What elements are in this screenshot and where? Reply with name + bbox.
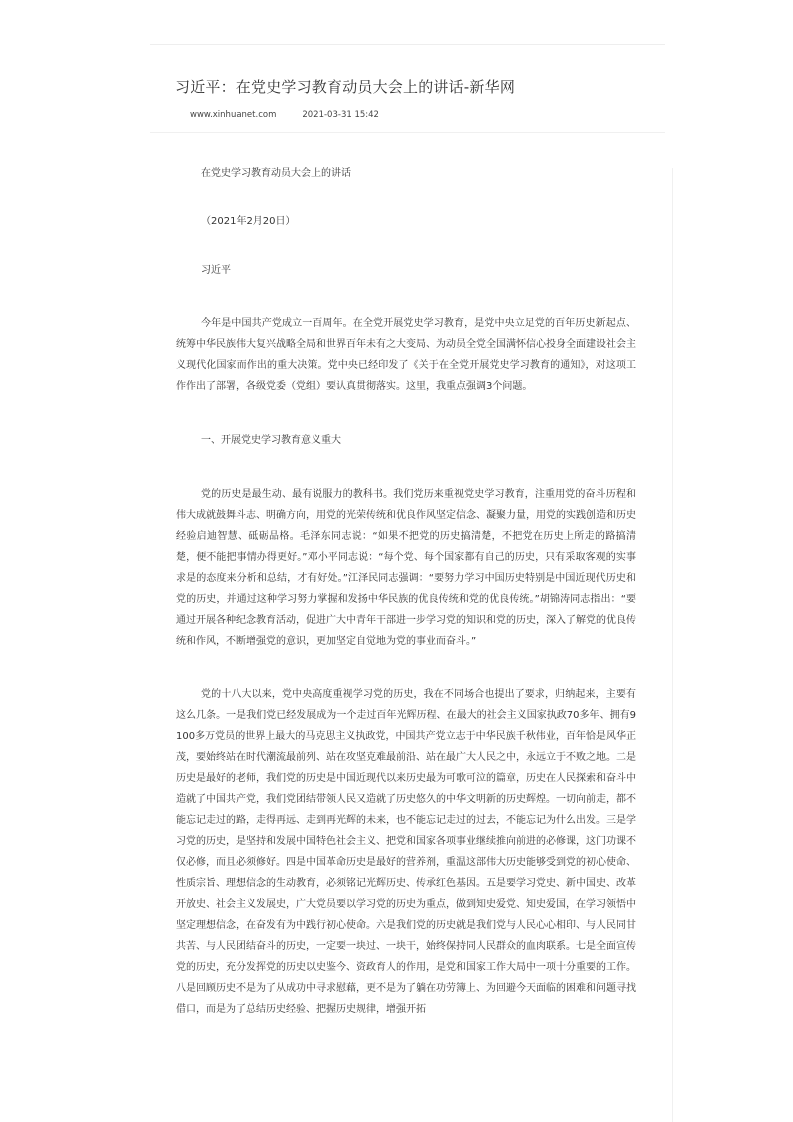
paragraph: 今年是中国共产党成立一百周年。在全党开展党史学习教育，是党中央立足党的百年历史新起点、统筹中华民族伟大复兴战略全局和世界百年未有之大变局、为动员全党全国满怀信心投身全面建设社会主义现代化国家而作出的重大决策。党中央已经印发了《关于在全党开展党史学习教育的通知》，对这项工作作出了部署，各级党委（党组）要认真贯彻落实。这里，我重点强调3个问题。 <box>176 318 636 392</box>
speech-author: 习近平 <box>201 265 231 276</box>
paragraph: 党的十八大以来，党中央高度重视学习党的历史，我在不同场合也提出了要求，归纳起来，主要有这么几条。一是我们党已经发展成为一个走过百年光辉历程、在最大的社会主义国家执政70多年、拥有9100多万党员的世界上最大的马克思主义执政党，中国共产党立志于中华民族千秋伟业，百年恰是风华正茂，要始终站在时代潮流最前列、站在攻坚克难最前沿、站在最广大人民之中，永远立于不败之地。二是历史是最好的老师，我们党的历史是中国近现代以来历史最为可歌可泣的篇章，历史在人民探索和奋斗中造就了中国共产党，我们党团结带领人民又造就了历史悠久的中华文明新的历史辉煌。一切向前走，都不能忘记走过的路，走得再远、走到再光辉的未来，也不能忘记走过的过去，不能忘记为什么出发。三是学习党的历史，是坚持和发展中国特色社会主义、把党和国家各项事业继续推向前进的必修课，这门功课不仅必修，而且必须修好。四是中国革命历史是最好的营养剂，重温这部伟大历史能够受到党的初心使命、性质宗旨、理想信念的生动教育，必须铭记光辉历史、传承红色基因。五是要学习党史、新中国史、改革开放史、社会主义发展史，广大党员要以学习党的历史为重点，做到知史爱党、知史爱国，在学习领悟中坚定理想信念，在奋发有为中践行初心使命。六是我们党的历史就是我们党与人民心心相印、与人民同甘共苦、与人民团结奋斗的历史，一定要一块过、一块干，始终保持同人民群众的血肉联系。七是全面宣传党的历史，充分发挥党的历史以史鉴今、资政育人的作用，是党和国家工作大局中一项十分重要的工作。八是回顾历史不是为了从成功中寻求慰藉，更不是为了躺在功劳簿上、为回避今天面临的困难和问题寻找借口，而是为了总结历史经验、把握历史规律，增强开拓 <box>176 689 636 1015</box>
publish-datetime: 2021-03-31 15:42 <box>302 110 379 120</box>
side-divider <box>672 168 673 1122</box>
meta-divider <box>150 132 665 133</box>
speech-heading: 在党史学习教育动员大会上的讲话 <box>201 168 351 179</box>
paragraph: 党的历史是最生动、最有说服力的教科书。我们党历来重视党史学习教育，注重用党的奋斗历程和伟大成就鼓舞斗志、明确方向，用党的光荣传统和优良作风坚定信念、凝聚力量，用党的实践创造和历史经验启迪智慧、砥砺品格。毛泽东同志说：“如果不把党的历史搞清楚，不把党在历史上所走的路搞清楚，便不能把事情办得更好。”邓小平同志说：“每个党、每个国家都有自己的历史，只有采取客观的实事求是的态度来分析和总结，才有好处。”江泽民同志强调：“要努力学习中国历史特别是中国近现代历史和党的历史，并通过这种学习努力掌握和发扬中华民族的优良传统和党的优良传统。”胡锦涛同志指出：“要通过开展各种纪念教育活动，促进广大中青年干部进一步学习党的知识和党的历史，深入了解党的优良传统和作风，不断增强党的意识，更加坚定自觉地为党的事业而奋斗。” <box>176 489 636 647</box>
article-meta <box>190 110 379 120</box>
article-body <box>176 163 636 1020</box>
article-title: 习近平：在党史学习教育动员大会上的讲话-新华网 <box>175 78 516 96</box>
speech-date: （2021年2月20日） <box>201 216 296 227</box>
section-heading: 一、开展党史学习教育意义重大 <box>201 435 341 446</box>
source-link[interactable]: www.xinhuanet.com <box>190 110 277 120</box>
top-divider <box>150 44 665 45</box>
